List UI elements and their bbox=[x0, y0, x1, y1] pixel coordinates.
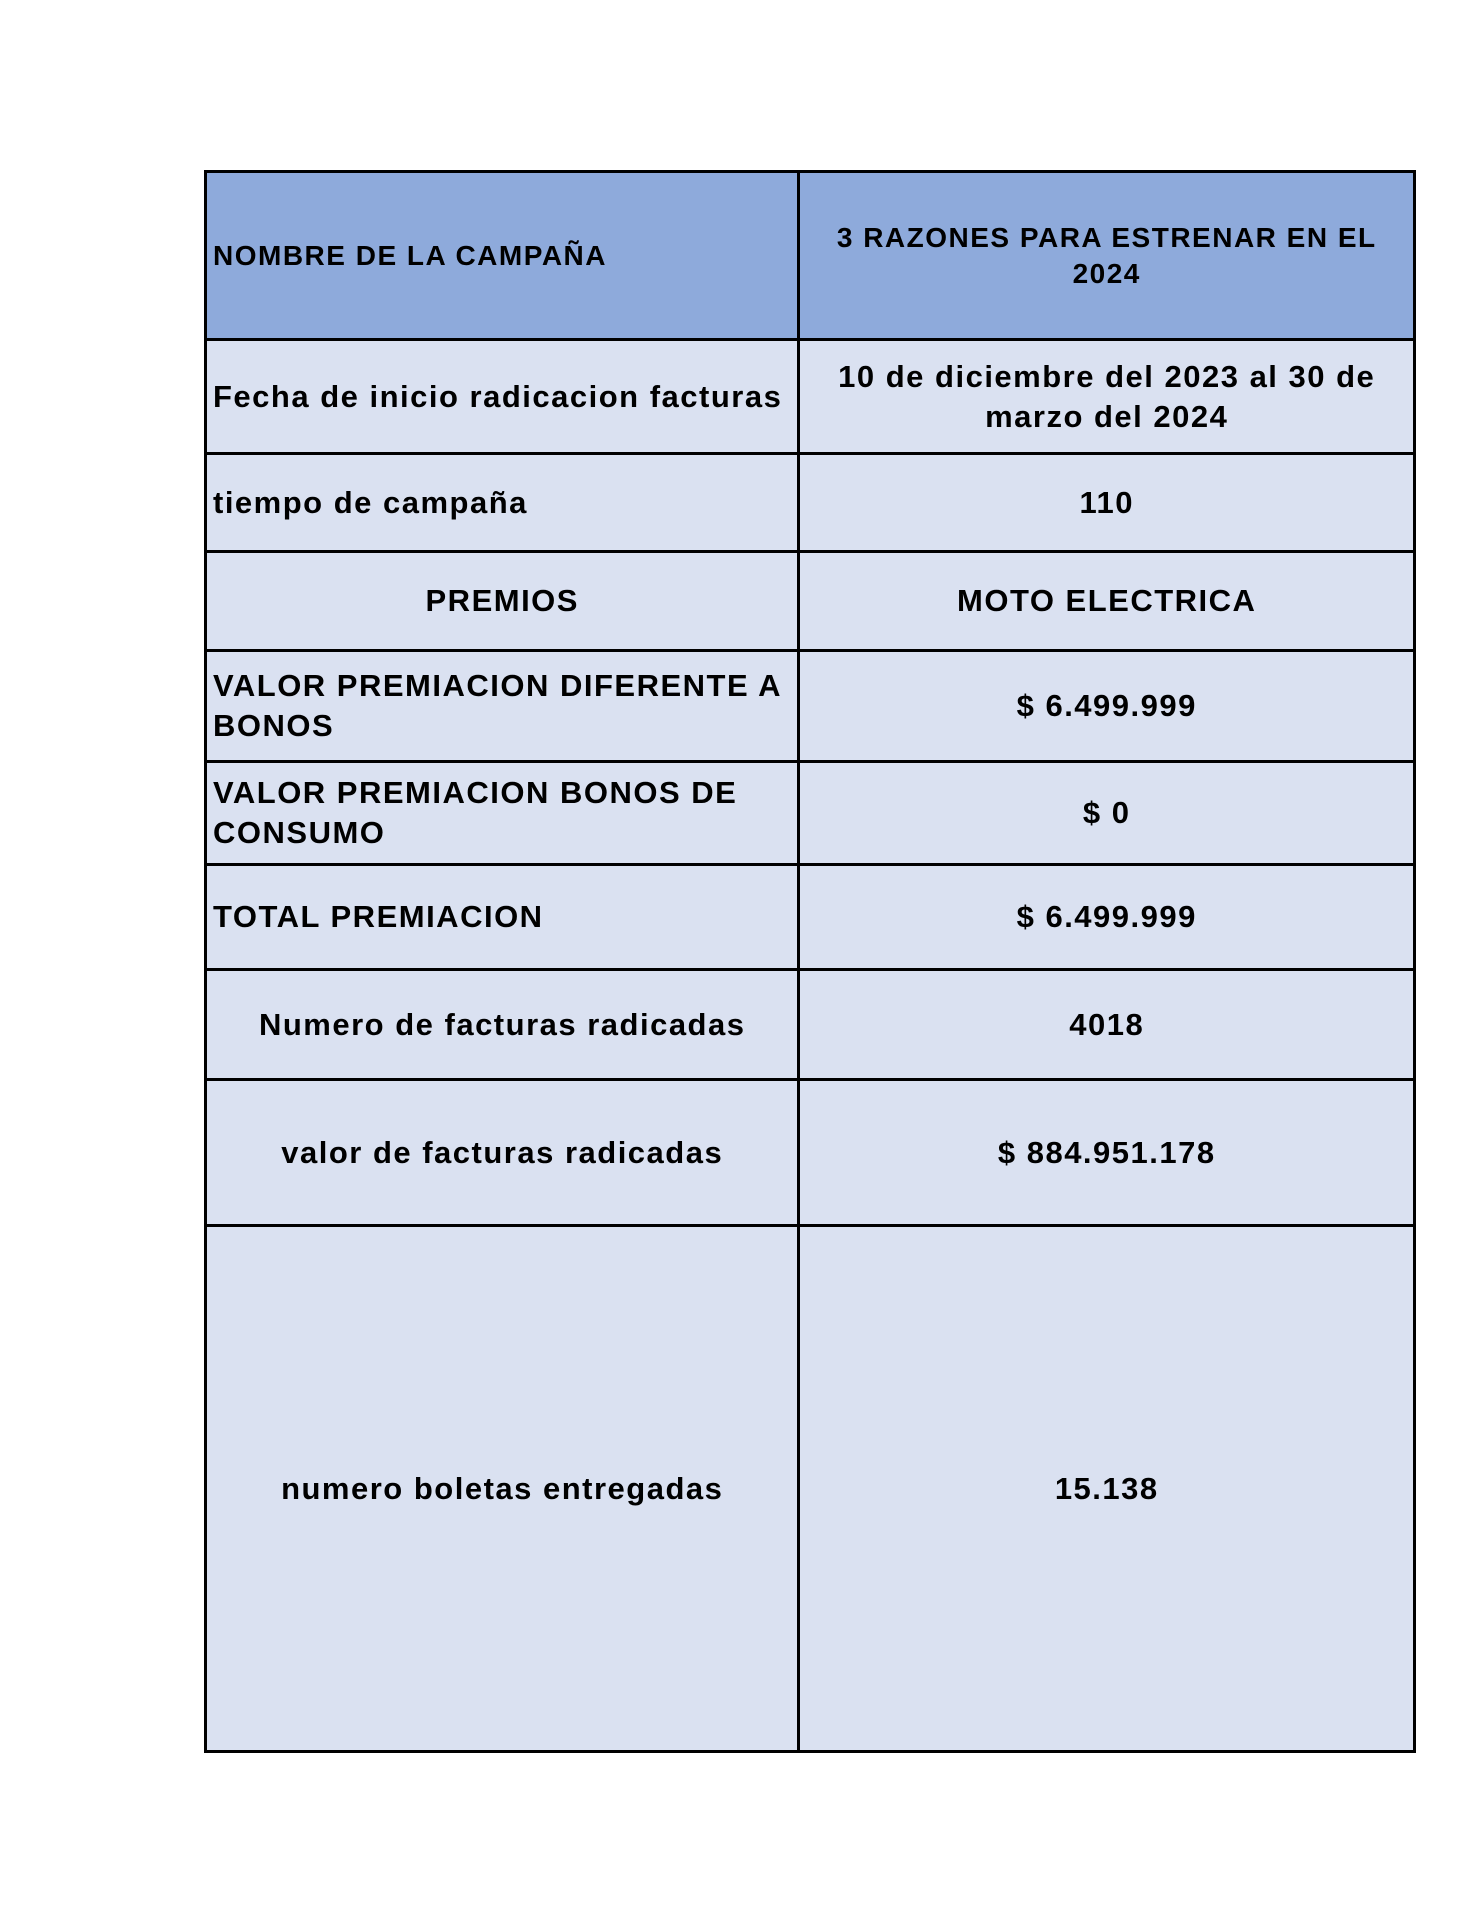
prize-value-bonus-label: VALOR PREMIACION BONOS DE CONSUMO bbox=[206, 762, 799, 865]
prize-value-bonus-value: $ 0 bbox=[799, 762, 1415, 865]
campaign-table bbox=[204, 170, 1416, 1753]
start-date-label: Fecha de inicio radicacion facturas bbox=[206, 340, 799, 454]
table-row-invoice-value bbox=[206, 1080, 1415, 1226]
invoice-value-value: $ 884.951.178 bbox=[799, 1080, 1415, 1226]
table-header-row bbox=[206, 172, 1415, 340]
table-row-total-prizes bbox=[206, 865, 1415, 970]
table-row-campaign-duration bbox=[206, 454, 1415, 552]
tickets-delivered-value: 15.138 bbox=[799, 1226, 1415, 1752]
campaign-duration-label: tiempo de campaña bbox=[206, 454, 799, 552]
invoice-count-label: Numero de facturas radicadas bbox=[206, 970, 799, 1080]
total-prizes-label: TOTAL PREMIACION bbox=[206, 865, 799, 970]
prize-value-non-bonus-value: $ 6.499.999 bbox=[799, 651, 1415, 762]
campaign-name-value: 3 RAZONES PARA ESTRENAR EN EL 2024 bbox=[799, 172, 1415, 340]
table-row-start-date bbox=[206, 340, 1415, 454]
invoice-count-value: 4018 bbox=[799, 970, 1415, 1080]
invoice-value-label: valor de facturas radicadas bbox=[206, 1080, 799, 1226]
table-row-invoice-count bbox=[206, 970, 1415, 1080]
campaign-name-label: NOMBRE DE LA CAMPAÑA bbox=[206, 172, 799, 340]
tickets-delivered-label: numero boletas entregadas bbox=[206, 1226, 799, 1752]
campaign-duration-value: 110 bbox=[799, 454, 1415, 552]
prize-value-non-bonus-label: VALOR PREMIACION DIFERENTE A BONOS bbox=[206, 651, 799, 762]
start-date-value: 10 de diciembre del 2023 al 30 de marzo del 2024 bbox=[799, 340, 1415, 454]
prizes-value: MOTO ELECTRICA bbox=[799, 552, 1415, 651]
campaign-sheet bbox=[204, 170, 1416, 1754]
table-row-prizes bbox=[206, 552, 1415, 651]
table-row-prize-value-bonus bbox=[206, 762, 1415, 865]
table-row-tickets-delivered bbox=[206, 1226, 1415, 1752]
total-prizes-value: $ 6.499.999 bbox=[799, 865, 1415, 970]
table-row-prize-value-non-bonus bbox=[206, 651, 1415, 762]
prizes-label: PREMIOS bbox=[206, 552, 799, 651]
